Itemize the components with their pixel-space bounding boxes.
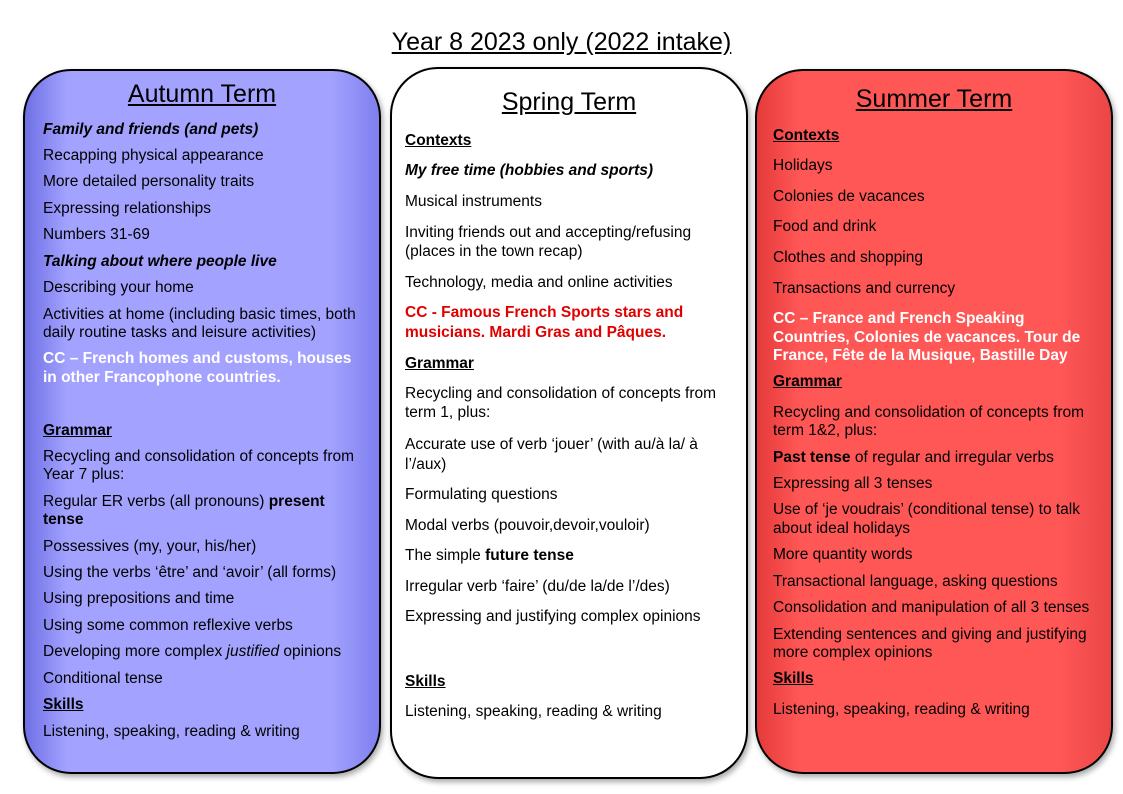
spring-item: Musical instruments — [405, 193, 542, 210]
autumn-grammar-item: Using the verbs ‘être’ and ‘avoir’ (all forms) — [43, 564, 337, 581]
spring-cultural-capital: CC - Famous French Sports stars and — [405, 304, 684, 321]
spring-grammar-item: Irregular verb ‘faire’ (du/de la/de l’/des) — [405, 578, 670, 595]
autumn-skills-heading: Skills — [43, 696, 84, 713]
autumn-grammar-item — [43, 643, 341, 661]
summer-item: Food and drink — [773, 218, 877, 235]
spring-item: (places in the town recap) — [405, 243, 583, 260]
summer-cultural-capital: France, Fête de la Musique, Bastille Day — [773, 347, 1068, 364]
autumn-grammar-item: Using prepositions and time — [43, 590, 235, 607]
summer-grammar-item: Expressing all 3 tenses — [773, 475, 933, 492]
autumn-grammar-text: Regular ER verbs (all pronouns) — [43, 493, 269, 510]
autumn-topic-family: Family and friends (and pets) — [43, 121, 259, 138]
autumn-grammar-text: opinions — [279, 643, 342, 660]
spring-term-title: Spring Term — [501, 88, 637, 116]
spring-grammar-item: l’/aux) — [405, 456, 447, 473]
autumn-grammar-item: Possessives (my, your, his/her) — [43, 538, 257, 555]
spring-item: Technology, media and online activities — [405, 274, 673, 291]
autumn-grammar-item: Recycling and consolidation of concepts from — [43, 448, 355, 465]
spring-skills-heading: Skills — [405, 673, 446, 690]
summer-term-panel — [755, 69, 1113, 774]
spring-item: Inviting friends out and accepting/refusing — [405, 224, 692, 241]
summer-grammar-item — [773, 449, 1054, 467]
summer-item: Colonies de vacances — [773, 188, 925, 205]
spring-grammar-text: The simple — [405, 547, 486, 564]
autumn-item: daily routine tasks and leisure activities) — [43, 324, 317, 341]
autumn-item: Recapping physical appearance — [43, 147, 264, 164]
spring-grammar-item: Modal verbs (pouvoir,devoir,vouloir) — [405, 517, 650, 534]
page-title: Year 8 2023 only (2022 intake) — [391, 28, 732, 56]
autumn-grammar-item: Year 7 plus: — [43, 466, 125, 483]
spring-skills-item: Listening, speaking, reading & writing — [405, 703, 662, 720]
autumn-term-panel — [23, 69, 381, 774]
autumn-grammar-item — [43, 493, 325, 511]
summer-contexts-heading: Contexts — [773, 127, 840, 144]
summer-grammar-item: more complex opinions — [773, 644, 933, 661]
summer-term-title: Summer Term — [855, 85, 1013, 113]
summer-item: Clothes and shopping — [773, 249, 923, 266]
spring-grammar-item — [405, 547, 574, 565]
autumn-cultural-capital: in other Francophone countries. — [43, 369, 281, 386]
autumn-item: Describing your home — [43, 279, 194, 296]
autumn-term-title: Autumn Term — [127, 80, 277, 108]
autumn-grammar-item: Conditional tense — [43, 670, 163, 687]
autumn-grammar-emphasis: present — [268, 493, 325, 510]
summer-grammar-item: Extending sentences and giving and justifying — [773, 626, 1087, 643]
spring-grammar-heading: Grammar — [405, 355, 474, 372]
autumn-item: Expressing relationships — [43, 200, 212, 217]
summer-skills-item: Listening, speaking, reading & writing — [773, 701, 1030, 718]
autumn-grammar-heading: Grammar — [43, 422, 112, 439]
autumn-grammar-item: Using some common reflexive verbs — [43, 617, 293, 634]
summer-grammar-item: Consolidation and manipulation of all 3 tenses — [773, 599, 1090, 616]
autumn-skills-item: Listening, speaking, reading & writing — [43, 723, 300, 740]
summer-cultural-capital: CC – France and French Speaking — [773, 310, 1025, 327]
spring-grammar-item: Recycling and consolidation of concepts from — [405, 385, 717, 402]
autumn-grammar-emphasis: tense — [43, 511, 84, 528]
autumn-item: Numbers 31-69 — [43, 226, 150, 243]
spring-grammar-item: Accurate use of verb ‘jouer’ (with au/à la/ à — [405, 436, 698, 453]
autumn-grammar-italic: justified — [226, 643, 280, 660]
summer-grammar-text: of regular and irregular verbs — [850, 449, 1054, 466]
summer-grammar-item: Use of ‘je voudrais’ (conditional tense) to talk — [773, 501, 1080, 518]
autumn-item: More detailed personality traits — [43, 173, 255, 190]
summer-grammar-item: Transactional language, asking questions — [773, 573, 1058, 590]
summer-grammar-item: Recycling and consolidation of concepts from — [773, 404, 1085, 421]
spring-contexts-heading: Contexts — [405, 132, 472, 149]
summer-grammar-item: about ideal holidays — [773, 520, 911, 537]
spring-grammar-item: Expressing and justifying complex opinions — [405, 608, 701, 625]
spring-grammar-emphasis: future tense — [485, 547, 574, 564]
spring-grammar-item: Formulating questions — [405, 486, 558, 503]
summer-grammar-emphasis: Past tense — [773, 449, 851, 466]
spring-topic-free-time: My free time (hobbies and sports) — [405, 162, 654, 179]
summer-skills-heading: Skills — [773, 670, 814, 687]
summer-cultural-capital: Countries, Colonies de vacances. Tour de — [773, 329, 1081, 346]
autumn-item: Activities at home (including basic times, both — [43, 306, 356, 323]
autumn-grammar-text: Developing more complex — [43, 643, 227, 660]
spring-grammar-item: term 1, plus: — [405, 404, 491, 421]
autumn-topic-home: Talking about where people live — [43, 253, 277, 270]
autumn-cultural-capital: CC – French homes and customs, houses — [43, 350, 352, 367]
summer-grammar-item: More quantity words — [773, 546, 913, 563]
spring-cultural-capital: musicians. Mardi Gras and Pâques. — [405, 324, 667, 341]
summer-item: Holidays — [773, 157, 833, 174]
summer-item: Transactions and currency — [773, 280, 956, 297]
summer-grammar-heading: Grammar — [773, 373, 842, 390]
summer-grammar-item: term 1&2, plus: — [773, 422, 878, 439]
spring-term-panel — [390, 67, 748, 779]
